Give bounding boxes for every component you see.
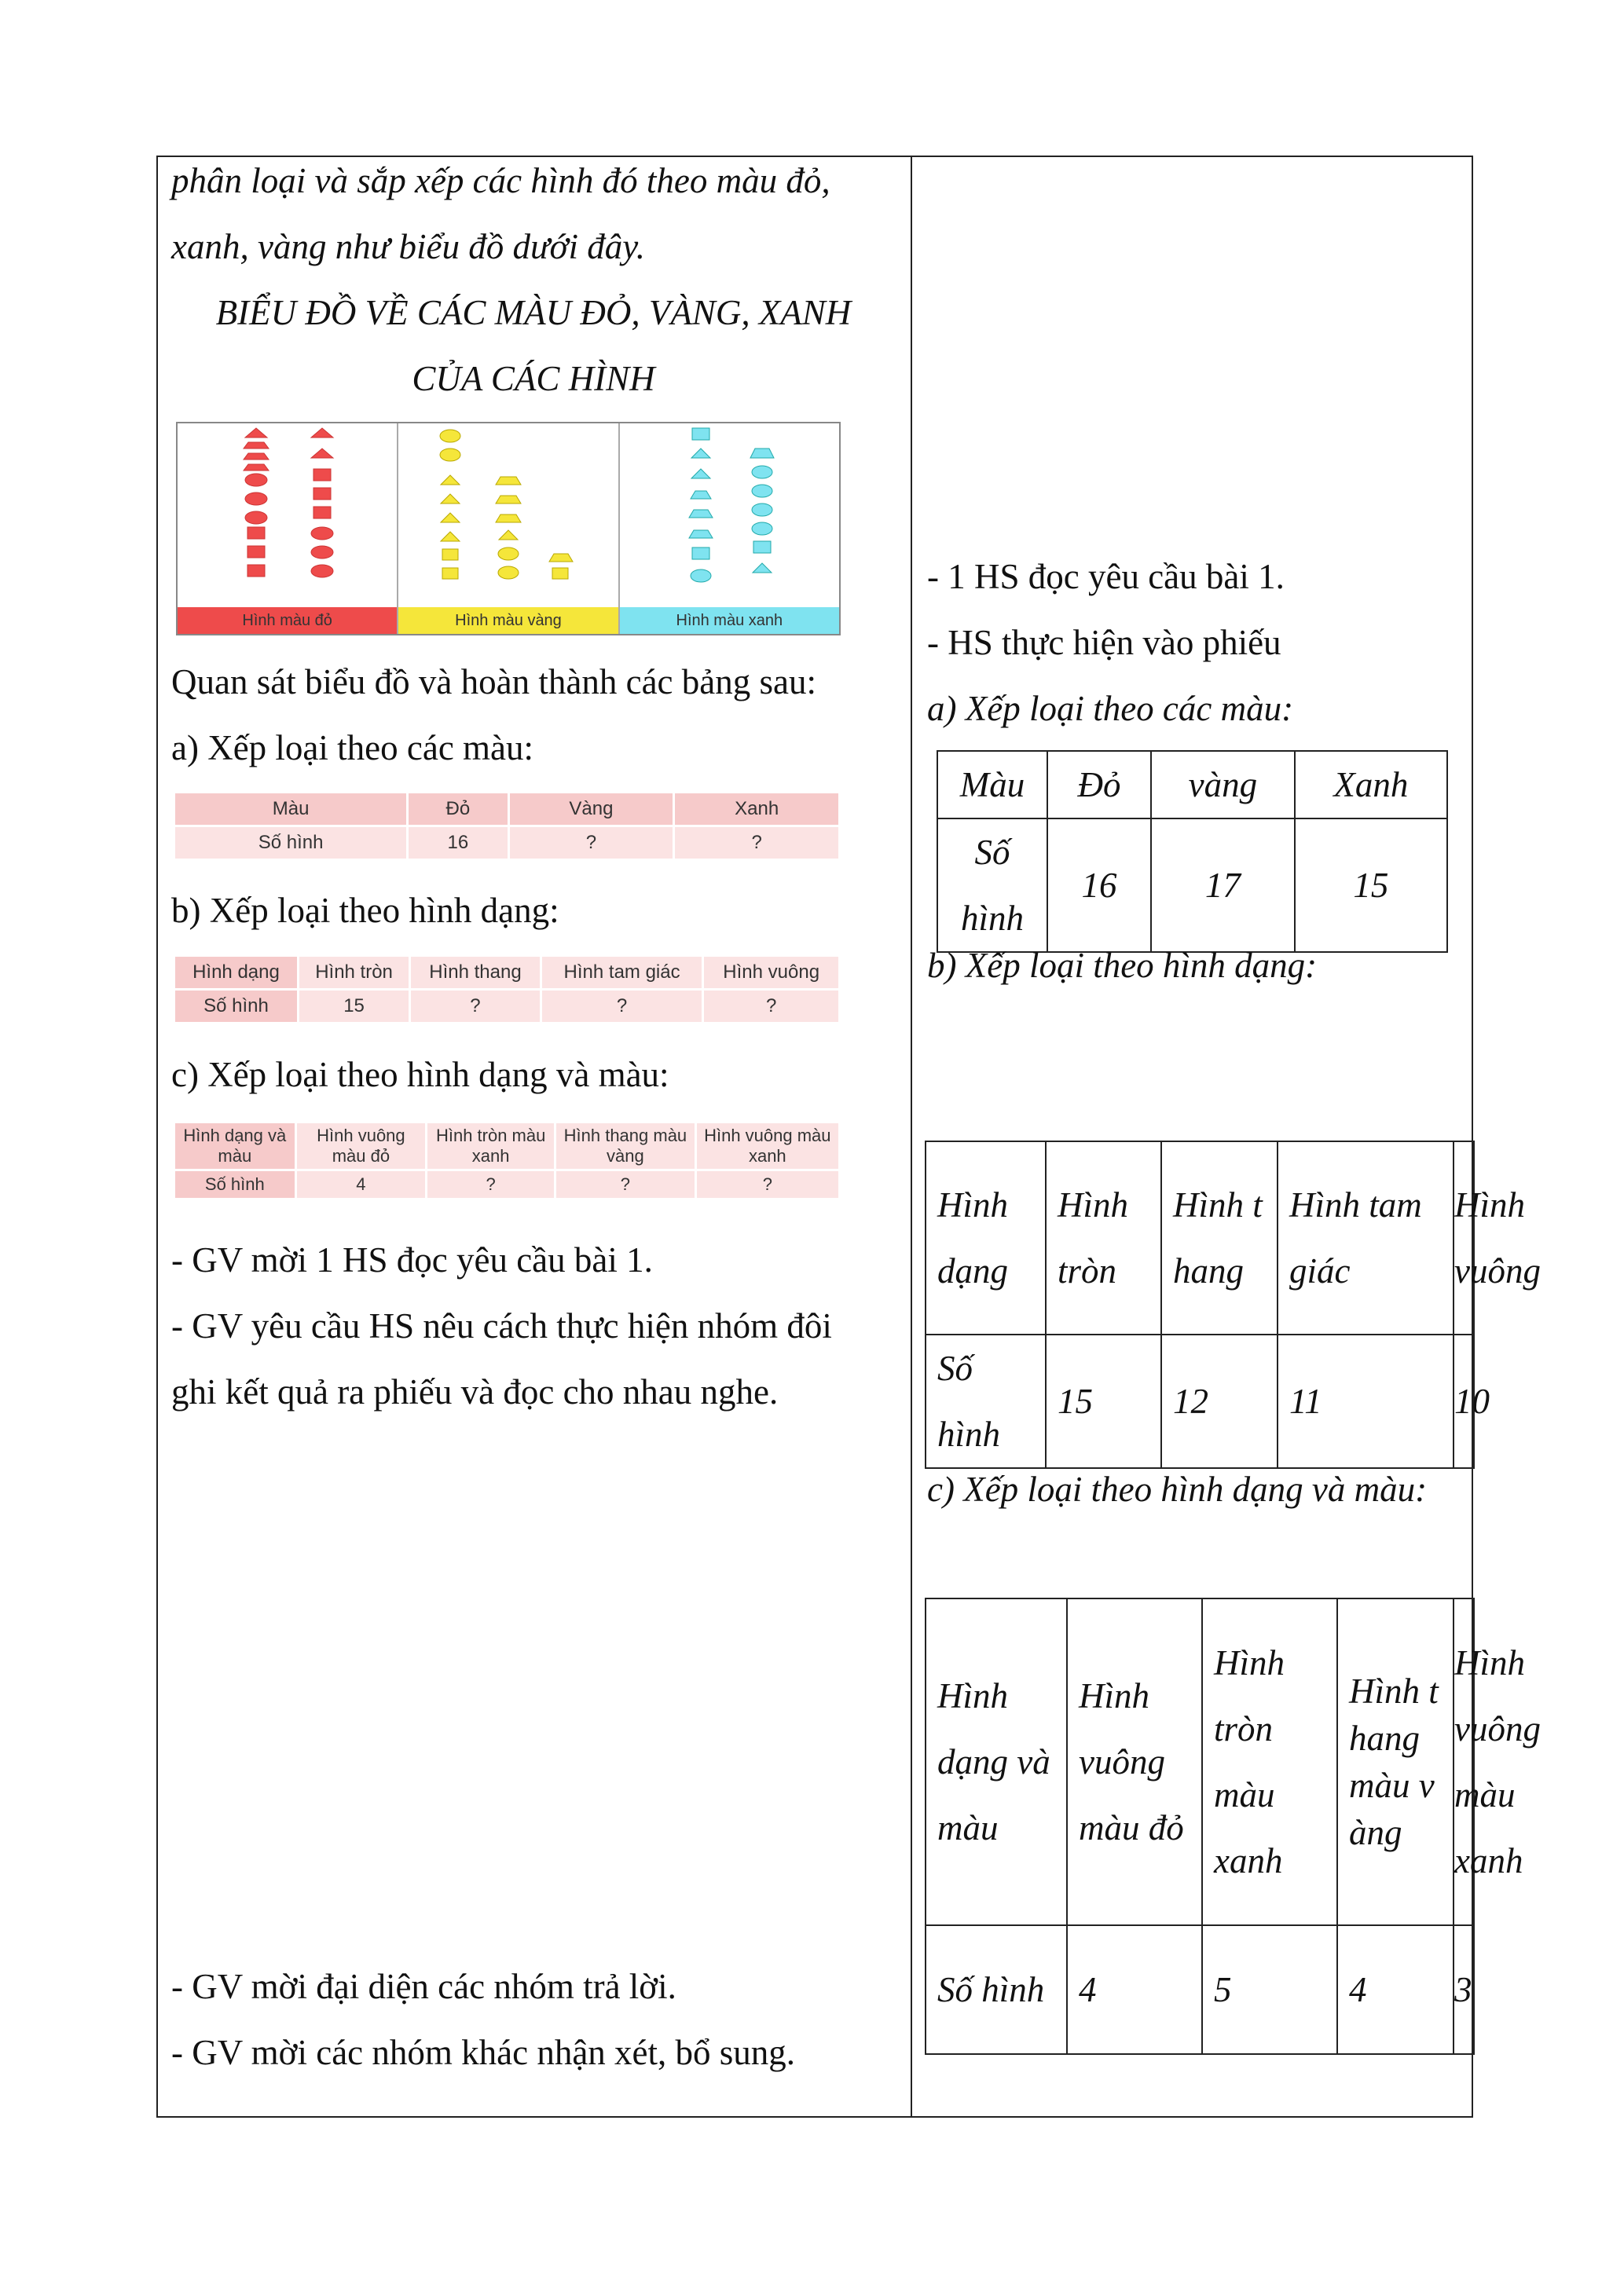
yellow-caption: Hình màu vàng xyxy=(398,607,618,634)
answer-c-table xyxy=(925,1598,1541,2055)
table-a-cell: 16 xyxy=(409,827,507,859)
answer-c-header: Hình tròn màu xanh xyxy=(1202,1598,1337,1925)
answer-c-value: 5 xyxy=(1202,1925,1337,2054)
answer-a-value: 16 xyxy=(1047,818,1151,952)
answer-c-value: 4 xyxy=(1067,1925,1202,2054)
table-a-cell: ? xyxy=(675,827,838,859)
cyan-shapes-panel xyxy=(620,423,839,634)
yellow-shapes-panel xyxy=(398,423,619,634)
task-b-table xyxy=(173,954,841,1024)
table-c-cell: Số hình xyxy=(175,1171,295,1198)
answer-a-header: Xanh xyxy=(1295,751,1447,818)
table-b-header: Hình vuông xyxy=(704,957,838,988)
table-c-header: Hình vuông màu xanh xyxy=(697,1123,838,1169)
answer-a-header: Màu xyxy=(937,751,1047,818)
table-c-cell: ? xyxy=(427,1171,554,1198)
table-b-header: Hình tam giác xyxy=(542,957,702,988)
table-c-cell: 4 xyxy=(297,1171,426,1198)
column-divider xyxy=(911,156,912,2118)
student-step-2: - HS thực hiện vào phiếu xyxy=(927,623,1281,662)
teacher-step-1: - GV mời 1 HS đọc yêu cầu bài 1. xyxy=(171,1240,653,1280)
table-b-cell: ? xyxy=(704,991,838,1022)
answer-a-header: vàng xyxy=(1151,751,1295,818)
answer-c-value: 4 xyxy=(1337,1925,1454,2054)
cyan-shapes xyxy=(620,423,840,606)
intro-line-2: xanh, vàng như biểu đồ dưới đây. xyxy=(171,227,646,266)
table-b-header: Hình tròn xyxy=(299,957,409,988)
color-chart-image xyxy=(176,422,841,635)
task-c-label: c) Xếp loại theo hình dạng và màu: xyxy=(171,1055,669,1094)
chart-title-line-1: BIỂU ĐỒ VỀ CÁC MÀU ĐỎ, VÀNG, XANH xyxy=(215,293,852,332)
table-c-cell: ? xyxy=(556,1171,694,1198)
task-a-label: a) Xếp loại theo các màu: xyxy=(171,728,534,767)
answer-a-header: Đỏ xyxy=(1047,751,1151,818)
answer-a-label: a) Xếp loại theo các màu: xyxy=(927,689,1294,728)
task-b-label: b) Xếp loại theo hình dạng: xyxy=(171,891,559,930)
answer-b-value: 12 xyxy=(1161,1335,1278,1468)
table-c-header: Hình vuông màu đỏ xyxy=(297,1123,426,1169)
answer-a-table xyxy=(937,750,1448,953)
table-a-header: Xanh xyxy=(675,793,838,825)
table-a-cell: ? xyxy=(510,827,673,859)
table-b-cell: ? xyxy=(542,991,702,1022)
answer-a-value: 17 xyxy=(1151,818,1295,952)
table-b-cell: Số hình xyxy=(175,991,297,1022)
answer-b-value: 15 xyxy=(1046,1335,1161,1468)
answer-b-row-label: Số hình xyxy=(926,1335,1046,1468)
table-b-header: Hình dạng xyxy=(175,957,297,988)
table-a-header: Vàng xyxy=(510,793,673,825)
answer-b-header: Hình tròn xyxy=(1046,1141,1161,1335)
observe-instruction: Quan sát biểu đồ và hoàn thành các bảng sau: xyxy=(171,662,816,701)
table-c-cell: ? xyxy=(697,1171,838,1198)
table-a-cell: Số hình xyxy=(175,827,406,859)
answer-c-label: c) Xếp loại theo hình dạng và màu: xyxy=(927,1470,1428,1509)
task-a-table xyxy=(173,791,841,861)
chart-title-line-2: CỦA CÁC HÌNH xyxy=(412,359,655,398)
yellow-shapes xyxy=(398,423,618,606)
cyan-caption: Hình màu xanh xyxy=(620,607,839,634)
answer-c-row-label: Số hình xyxy=(926,1925,1067,2054)
teacher-step-2: - GV yêu cầu HS nêu cách thực hiện nhóm đôi xyxy=(171,1306,832,1346)
answer-b-header: Hình tam giác xyxy=(1278,1141,1454,1335)
teacher-step-2-cont: ghi kết quả ra phiếu và đọc cho nhau nghe. xyxy=(171,1372,779,1412)
red-shapes-panel xyxy=(178,423,398,634)
answer-c-header: Hình dạng và màu xyxy=(926,1598,1067,1925)
table-c-header: Hình tròn màu xanh xyxy=(427,1123,554,1169)
answer-b-value: 10 xyxy=(1454,1335,1474,1468)
intro-line-1: phân loại và sắp xếp các hình đó theo màu đỏ, xyxy=(171,161,830,200)
table-c-header: Hình thang màu vàng xyxy=(556,1123,694,1169)
table-c-header: Hình dạng và màu xyxy=(175,1123,295,1169)
table-a-header: Đỏ xyxy=(409,793,507,825)
answer-a-value: 15 xyxy=(1295,818,1447,952)
teacher-step-3: - GV mời đại diện các nhóm trả lời. xyxy=(171,1967,676,2006)
answer-c-value: 3 xyxy=(1454,1925,1474,2054)
table-a-header: Màu xyxy=(175,793,406,825)
table-b-header: Hình thang xyxy=(411,957,540,988)
answer-c-header: Hình vuông màu đỏ xyxy=(1067,1598,1202,1925)
table-b-cell: ? xyxy=(411,991,540,1022)
answer-c-header: Hình thang màu vàng xyxy=(1337,1598,1454,1925)
answer-b-value: 11 xyxy=(1278,1335,1454,1468)
answer-b-header: Hình vuông xyxy=(1454,1141,1474,1335)
red-caption: Hình màu đỏ xyxy=(178,607,397,634)
answer-b-label: b) Xếp loại theo hình dạng: xyxy=(927,946,1318,985)
task-c-table xyxy=(173,1121,841,1200)
student-step-1: - 1 HS đọc yêu cầu bài 1. xyxy=(927,557,1285,596)
answer-c-header: Hình vuông màu xanh xyxy=(1454,1598,1474,1925)
answer-b-header: Hình thang xyxy=(1161,1141,1278,1335)
red-shapes xyxy=(178,423,398,606)
answer-b-header: Hình dạng xyxy=(926,1141,1046,1335)
table-b-cell: 15 xyxy=(299,991,409,1022)
answer-a-row-label: Số hình xyxy=(937,818,1047,952)
answer-b-table xyxy=(925,1141,1541,1469)
teacher-step-4: - GV mời các nhóm khác nhận xét, bổ sung. xyxy=(171,2033,796,2072)
